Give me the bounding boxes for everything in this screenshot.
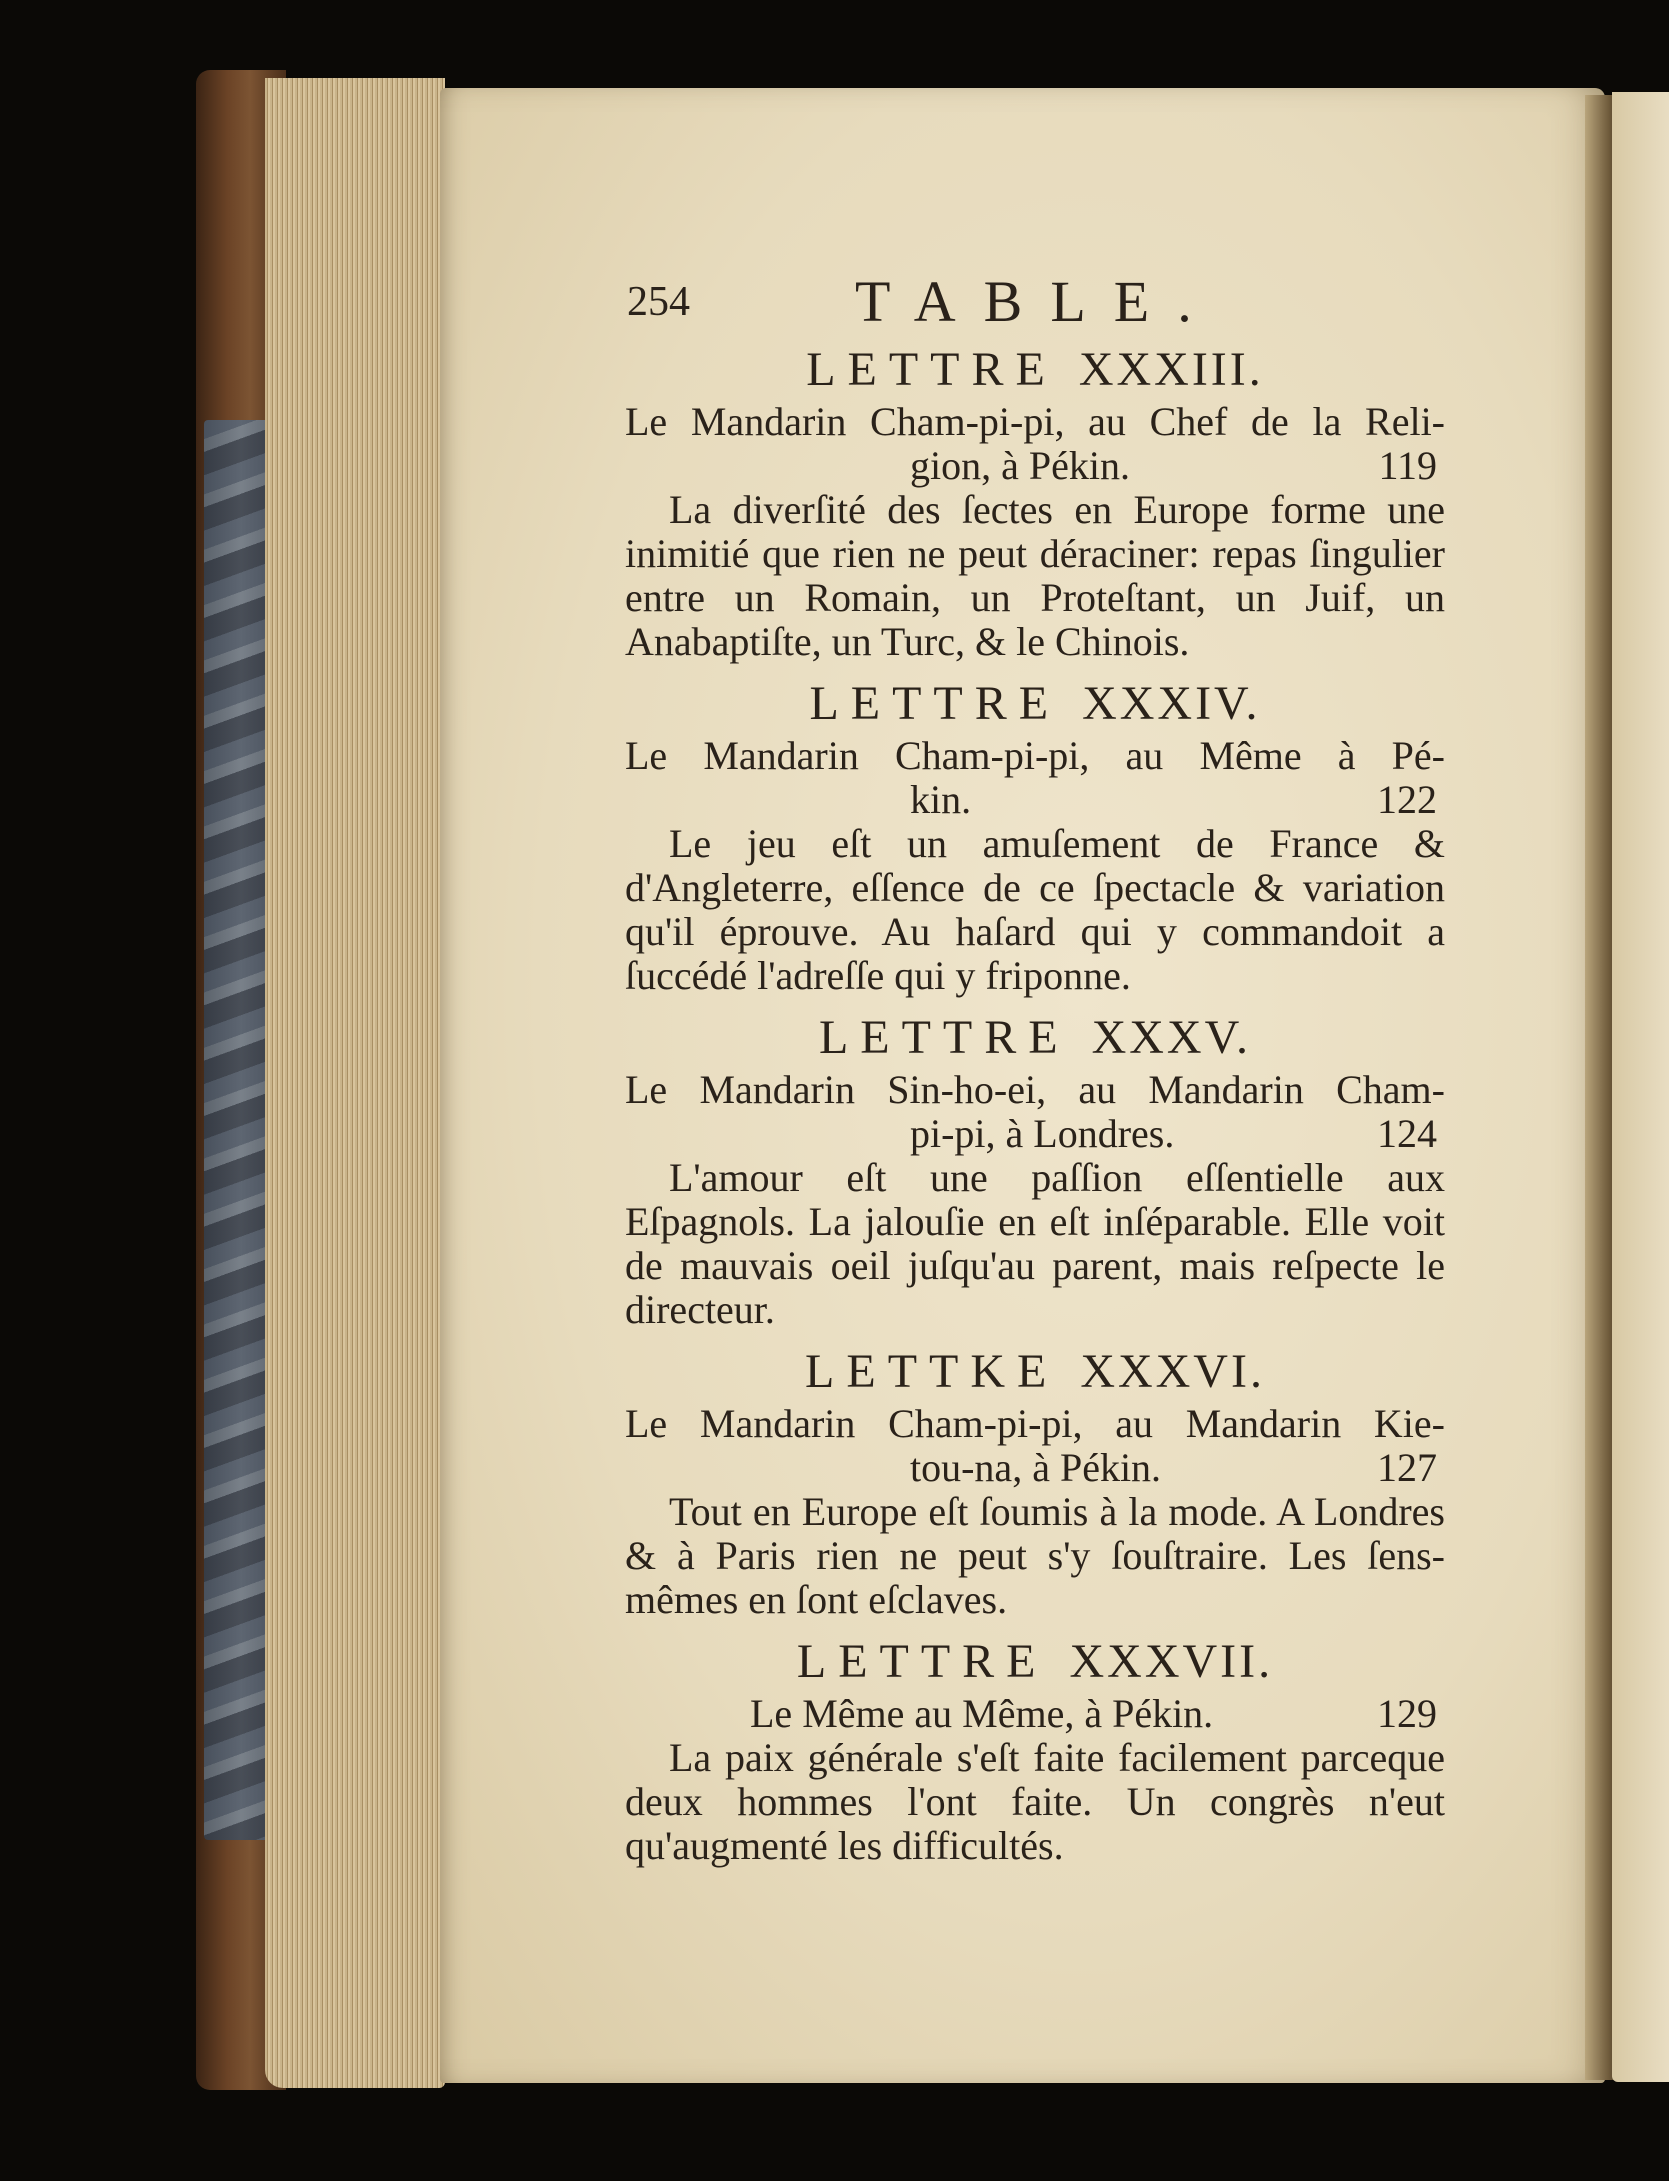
letter-summary: L'amour eſt une paſſion eſſentielle aux Eſpagnols. La jalouſie en eſt inſéparable. Elle voit de mauvais oeil juſqu'au parent, mais reſpecte le directeur. bbox=[625, 1155, 1445, 1332]
letter-summary: Le jeu eſt un amuſement de France & d'Angleterre, eſſence de ce ſpectacle & variation qu'il éprouve. Au haſard qui y commandoit a ſuccédé l'adreſſe qui y friponne. bbox=[625, 821, 1445, 998]
heading-continuation: kin. bbox=[910, 777, 972, 822]
letter-heading-line1: Le Mandarin Sin-ho-ei, au Mandarin Cham- bbox=[625, 1067, 1445, 1112]
letter-heading-line1: Le Mandarin Cham-pi-pi, au Mandarin Kie- bbox=[625, 1401, 1445, 1446]
letter-heading-line2 bbox=[625, 444, 1445, 488]
letter-entry bbox=[625, 1008, 1445, 1332]
letter-title bbox=[625, 1632, 1445, 1692]
page-reference: 119 bbox=[1378, 443, 1437, 488]
page-header bbox=[625, 268, 1445, 338]
letter-entry bbox=[625, 340, 1445, 664]
page-reference: 129 bbox=[1377, 1691, 1437, 1736]
letter-title bbox=[625, 340, 1445, 400]
letter-word: LETTRE bbox=[809, 677, 1061, 730]
letter-heading-line2 bbox=[625, 1112, 1445, 1156]
letter-heading-line2 bbox=[625, 778, 1445, 822]
running-head: TABLE. bbox=[855, 269, 1220, 334]
letter-summary: La diverſité des ſectes en Europe forme une inimitié que rien ne peut déraciner: repas ſingulier entre un Romain, un Proteſtant, un Juif, un Anabaptiſte, un Turc, & le Chinois. bbox=[625, 487, 1445, 664]
letter-entry bbox=[625, 1632, 1445, 1868]
letter-title bbox=[625, 1342, 1445, 1402]
letter-word: LETTRE bbox=[796, 1635, 1048, 1688]
heading-continuation: tou-na, à Pékin. bbox=[910, 1445, 1162, 1490]
letter-heading-line1: Le Mandarin Cham-pi-pi, au Même à Pé- bbox=[625, 733, 1445, 778]
letter-word: LETTRE bbox=[818, 1011, 1070, 1064]
letter-numeral: XXXVII. bbox=[1069, 1635, 1274, 1688]
heading-text: Le Même au Même, à Pékin. bbox=[750, 1691, 1214, 1736]
letter-summary: Tout en Europe eſt ſoumis à la mode. A Londres & à Paris rien ne peut s'y ſouſtraire. Les ſens-mêmes en ſont eſclaves. bbox=[625, 1489, 1445, 1622]
letter-summary: La paix générale s'eſt faite facilement parceque deux hommes l'ont faite. Un congrès n'eut qu'augmenté les difficultés. bbox=[625, 1735, 1445, 1868]
page-number: 254 bbox=[627, 279, 690, 325]
page-reference: 124 bbox=[1377, 1111, 1437, 1156]
page-reference: 122 bbox=[1377, 777, 1437, 822]
letter-word: LETTKE bbox=[805, 1345, 1059, 1398]
letter-heading-line2 bbox=[625, 1446, 1445, 1490]
letter-word: LETTRE bbox=[806, 343, 1057, 396]
letter-entry bbox=[625, 1342, 1445, 1622]
letter-numeral: XXXIV. bbox=[1082, 677, 1261, 730]
letter-entry bbox=[625, 674, 1445, 998]
letter-heading-line1: Le Mandarin Cham-pi-pi, au Chef de la Reli- bbox=[625, 399, 1445, 444]
facing-page bbox=[1612, 92, 1669, 2082]
letter-title bbox=[625, 1008, 1445, 1068]
page-text bbox=[625, 268, 1445, 1878]
letter-numeral: XXXVI. bbox=[1080, 1345, 1265, 1398]
letter-title bbox=[625, 674, 1445, 734]
page-reference: 127 bbox=[1377, 1445, 1437, 1490]
heading-continuation: pi-pi, à Londres. bbox=[910, 1111, 1175, 1156]
heading-continuation: gion, à Pékin. bbox=[910, 443, 1130, 488]
letter-heading bbox=[625, 1692, 1445, 1736]
page-edges bbox=[265, 78, 445, 2088]
letter-numeral: XXXV. bbox=[1091, 1011, 1252, 1064]
letter-numeral: XXXIII. bbox=[1078, 343, 1264, 396]
